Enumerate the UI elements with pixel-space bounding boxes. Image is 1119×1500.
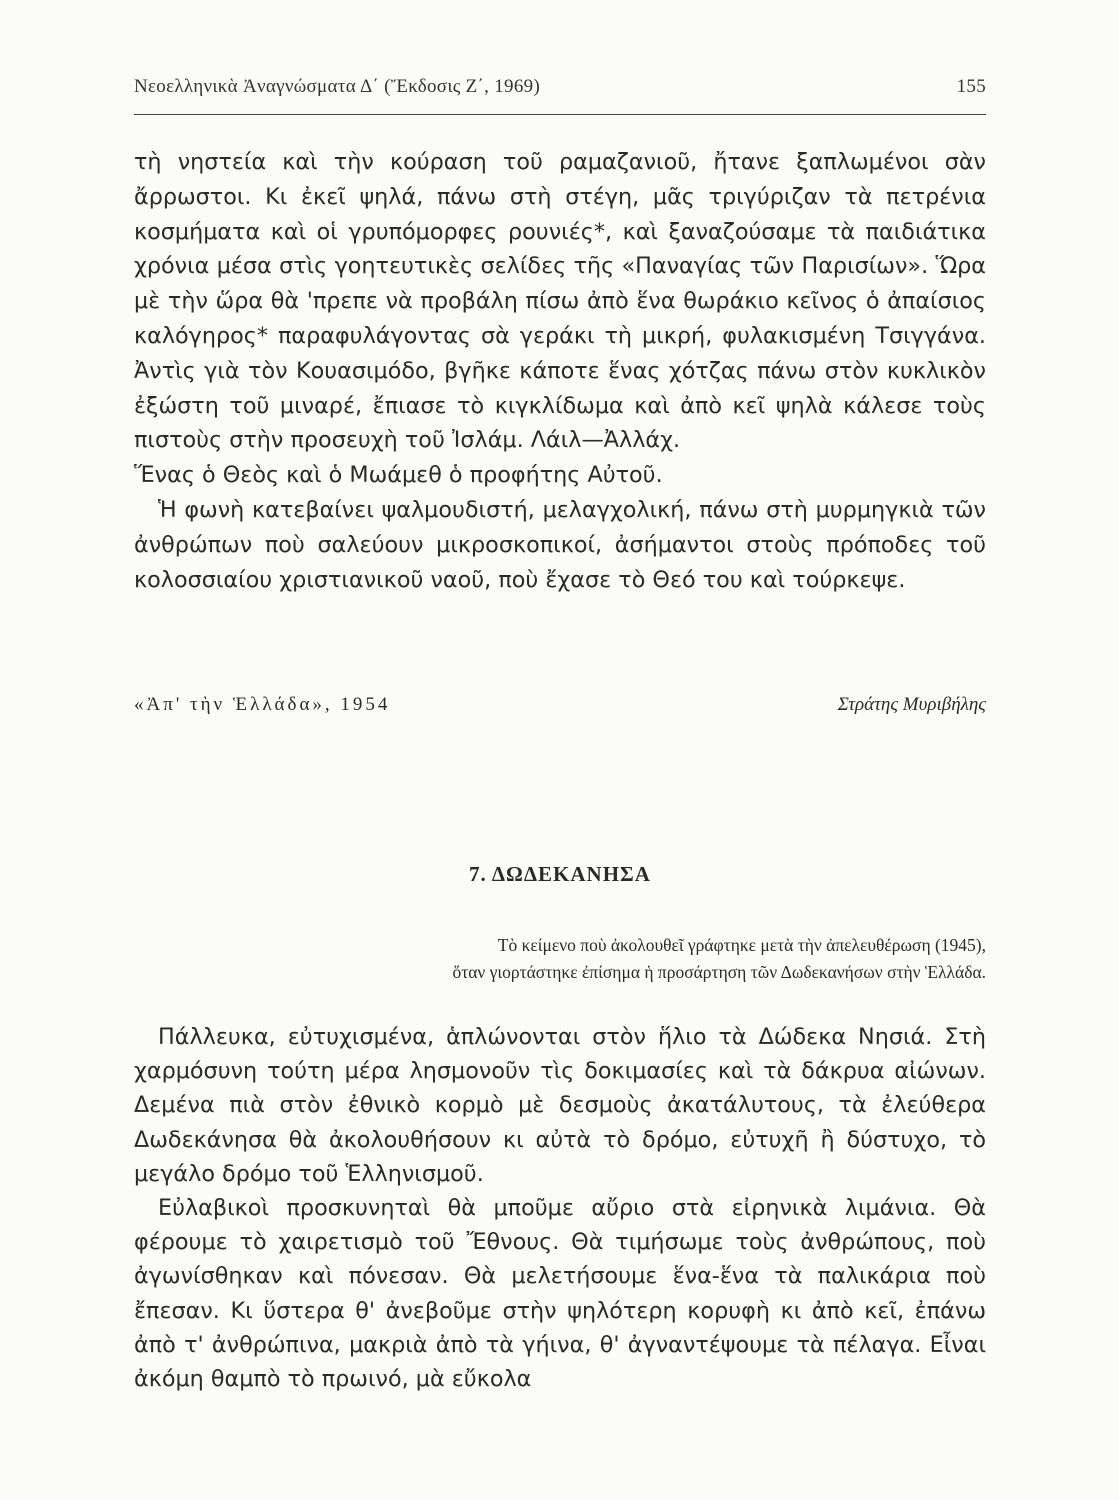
excerpt-paragraph: Ἡ φωνὴ κατεβαίνει ψαλμουδιστή, μελαγχολική, πάνω στὴ μυρμηγκιὰ τῶν ἀνθρώπων ποὺ σαλεύουν μικροσκοπικοί, ἀσήμαντοι στοὺς πρόποδες τοῦ κολοσσιαίου χριστιανικοῦ ναοῦ, ποὺ ἔχασε τὸ Θεό του καὶ τούρκεψε. — [134, 496, 986, 593]
header-rule — [134, 114, 986, 115]
section-paragraph: Εὐλαβικοὶ προσκυνηταὶ θὰ μποῦμε αὔριο στὰ εἰρηνικὰ λιμάνια. Θὰ φέρουμε τὸ χαιρετισμὸ τοῦ Ἔθνους. Θὰ τιμήσωμε τοὺς ἀνθρώπους, ποὺ ἀγωνίσθηκαν καὶ πόνεσαν. Θὰ μελετήσουμε ἕνα-ἕνα τὰ παλικάρια ποὺ ἔπεσαν. Κι ὕστερα θ' ἀνεβοῦμε στὴν ψηλότερη κορυφὴ κι ἀπὸ κεῖ, ἐπάνω ἀπὸ τ' ἀνθρώπινα, μακριὰ ἀπὸ τὰ γήινα, θ' ἀγναντέψουμε τὰ πέλαγα. Εἶναι ἀκόμη θαμπὸ τὸ πρωινό, μὰ εὔκολα — [134, 1195, 986, 1393]
running-title: Νεοελληνικὰ Ἀναγνώσματα Δ΄ (Ἔκδοσις Ζ΄, 1969) — [134, 76, 541, 97]
note-line: ὅταν γιορτάστηκε ἐπίσημα ἡ προσάρτηση τῶν Δωδεκανήσων στὴν Ἑλλάδα. — [452, 962, 986, 982]
excerpt-paragraph: τὴ νηστεία καὶ τὴν κούραση τοῦ ραμαζανιοῦ, ἤτανε ξαπλωμένοι σὰν ἄρρωστοι. Κι ἐκεῖ ψηλά, πάνω στὴ στέγη, μᾶς τριγύριζαν τὰ πετρένια κοσμήματα καὶ οἱ γρυπόμορφες ρουνιές*, καὶ ξαναζούσαμε τὰ παιδιάτικα χρόνια μέσα στὶς γοητευτικὲς σελίδες τῆς «Παναγίας τῶν Παρισίων». Ὥρα μὲ τὴν ὥρα θὰ 'πρεπε νὰ προβάλη πίσω ἀπὸ ἕνα θωράκιο κεῖνος ὁ ἀπαίσιος καλόγηρος* παραφυλάγοντας σὰ γεράκι τὴ μικρή, φυλακισμένη Τσιγγάνα. Ἀντὶς γιὰ τὸν Κουασιμόδο, βγῆκε κάποτε ἕνας χότζας πάνω στὸν κυκλικὸν ἐξώστη τοῦ μιναρέ, ἔπιασε τὸ κιγκλίδωμα καὶ ἀπὸ κεῖ ψηλὰ κάλεσε τοὺς πιστοὺς στὴν προσευχὴ τοῦ Ἰσλάμ. Λάιλ—Ἀλλάχ. — [134, 149, 986, 454]
section-note — [134, 932, 986, 986]
source-citation: «Ἀπ' τὴν Ἑλλάδα», 1954 — [134, 694, 391, 715]
note-line: Τὸ κείμενο ποὺ ἀκολουθεῖ γράφτηκε μετὰ τὴν ἀπελευθέρωση (1945), — [497, 935, 986, 955]
excerpt-text — [134, 145, 986, 597]
book-page — [134, 0, 986, 1500]
section-title: 7. ΔΩΔΕΚΑΝΗΣΑ — [469, 862, 651, 886]
excerpt-paragraph: Ἕνας ὁ Θεὸς καὶ ὁ Μωάμεθ ὁ προφήτης Αὐτοῦ. — [134, 462, 663, 489]
section-paragraph: Πάλλευκα, εὐτυχισμένα, ἁπλώνονται στὸν ἥλιο τὰ Δώδεκα Νησιά. Στὴ χαρμόσυνη τούτη μέρα λησμονοῦν τὶς δοκιμασίες καὶ τὰ δάκρυα αἰώνων. Δεμένα πιὰ στὸν ἐθνικὸ κορμὸ μὲ δεσμοὺς ἀκατάλυτους, τὰ ἐλεύθερα Δωδεκάνησα θὰ ἀκολουθήσουν κι αὐτὰ τὸ δρόμο, εὐτυχῆ ἢ δύστυχο, τὸ μεγάλο δρόμο τοῦ Ἑλληνισμοῦ. — [134, 1024, 986, 1187]
page-number: 155 — [956, 76, 986, 97]
source-author: Στράτης Μυριβήλης — [837, 694, 986, 715]
section-text — [134, 1020, 986, 1396]
